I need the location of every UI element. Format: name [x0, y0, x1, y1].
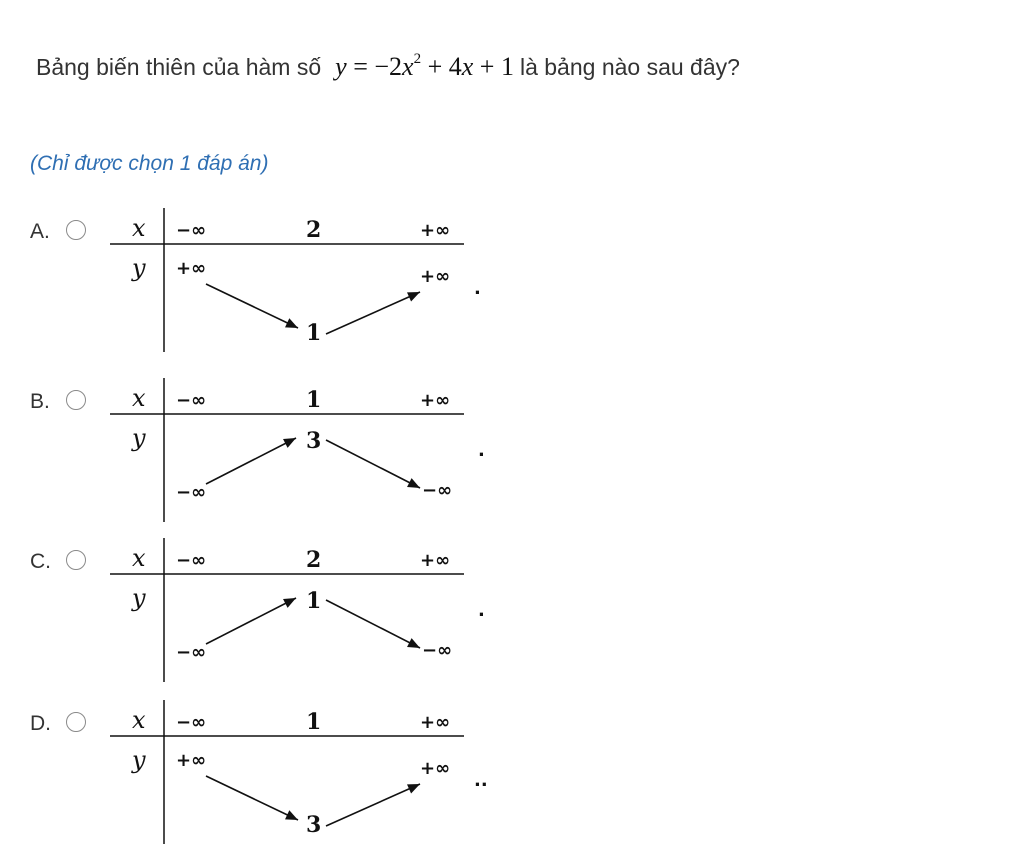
increasing-arrow: [326, 292, 420, 334]
x-critical-value: 1: [306, 709, 322, 735]
y-left-value: −∞: [176, 642, 207, 663]
option-a[interactable]: [30, 206, 510, 366]
x-left-value: −∞: [176, 390, 207, 411]
y-left-value: +∞: [176, 258, 207, 279]
answer-instruction: (Chỉ được chọn 1 đáp án): [30, 152, 269, 175]
y-right-value: +∞: [420, 266, 451, 287]
x-left-value: −∞: [176, 550, 207, 571]
option-letter: C.: [30, 550, 51, 573]
x-variable-label: x: [132, 544, 146, 572]
option-letter: D.: [30, 712, 51, 735]
x-variable-label: x: [132, 214, 146, 242]
question-text: [36, 52, 740, 82]
y-left-value: +∞: [176, 750, 207, 771]
x-left-value: −∞: [176, 220, 207, 241]
y-variable-label: y: [132, 424, 146, 452]
option-letter: B.: [30, 390, 50, 413]
x-right-value: +∞: [420, 712, 451, 733]
option-b[interactable]: [30, 376, 510, 536]
x-critical-value: 2: [306, 217, 322, 243]
trailing-mark: .: [478, 440, 485, 461]
option-radio-c[interactable]: [66, 550, 86, 570]
x-variable-label: x: [132, 706, 146, 734]
decreasing-arrow: [206, 284, 298, 328]
increasing-arrow: [206, 438, 296, 484]
x-variable-label: x: [132, 384, 146, 412]
y-left-value: −∞: [176, 482, 207, 503]
x-critical-value: 2: [306, 547, 322, 573]
variation-table: [110, 206, 510, 366]
y-variable-label: y: [132, 746, 146, 774]
x-right-value: +∞: [420, 390, 451, 411]
option-c[interactable]: [30, 536, 510, 696]
y-extremum-value: 3: [306, 428, 322, 454]
option-d[interactable]: [30, 698, 510, 858]
x-right-value: +∞: [420, 220, 451, 241]
x-critical-value: 1: [306, 387, 322, 413]
trailing-mark: .: [474, 278, 481, 299]
trailing-mark: .: [478, 600, 485, 621]
variation-table: [110, 536, 510, 696]
increasing-arrow: [206, 598, 296, 644]
question-suffix: là bảng nào sau đây?: [519, 54, 740, 80]
decreasing-arrow: [206, 776, 298, 820]
y-extremum-value: 1: [306, 320, 322, 346]
trailing-mark: ..: [474, 770, 488, 791]
option-letter: A.: [30, 220, 50, 243]
option-radio-a[interactable]: [66, 220, 86, 240]
y-variable-label: y: [132, 254, 146, 282]
option-radio-d[interactable]: [66, 712, 86, 732]
variation-table: [110, 376, 510, 536]
decreasing-arrow: [326, 440, 420, 488]
question-prefix: Bảng biến thiên của hàm số: [36, 54, 322, 80]
decreasing-arrow: [326, 600, 420, 648]
y-variable-label: y: [132, 584, 146, 612]
y-right-value: −∞: [422, 480, 453, 501]
x-right-value: +∞: [420, 550, 451, 571]
y-right-value: −∞: [422, 640, 453, 661]
y-right-value: +∞: [420, 758, 451, 779]
increasing-arrow: [326, 784, 420, 826]
function-formula: $y = -2x^2 + 4x + 1$: [335, 51, 514, 81]
y-extremum-value: 1: [306, 588, 322, 614]
variation-table: [110, 698, 510, 858]
y-extremum-value: 3: [306, 812, 322, 838]
option-radio-b[interactable]: [66, 390, 86, 410]
x-left-value: −∞: [176, 712, 207, 733]
